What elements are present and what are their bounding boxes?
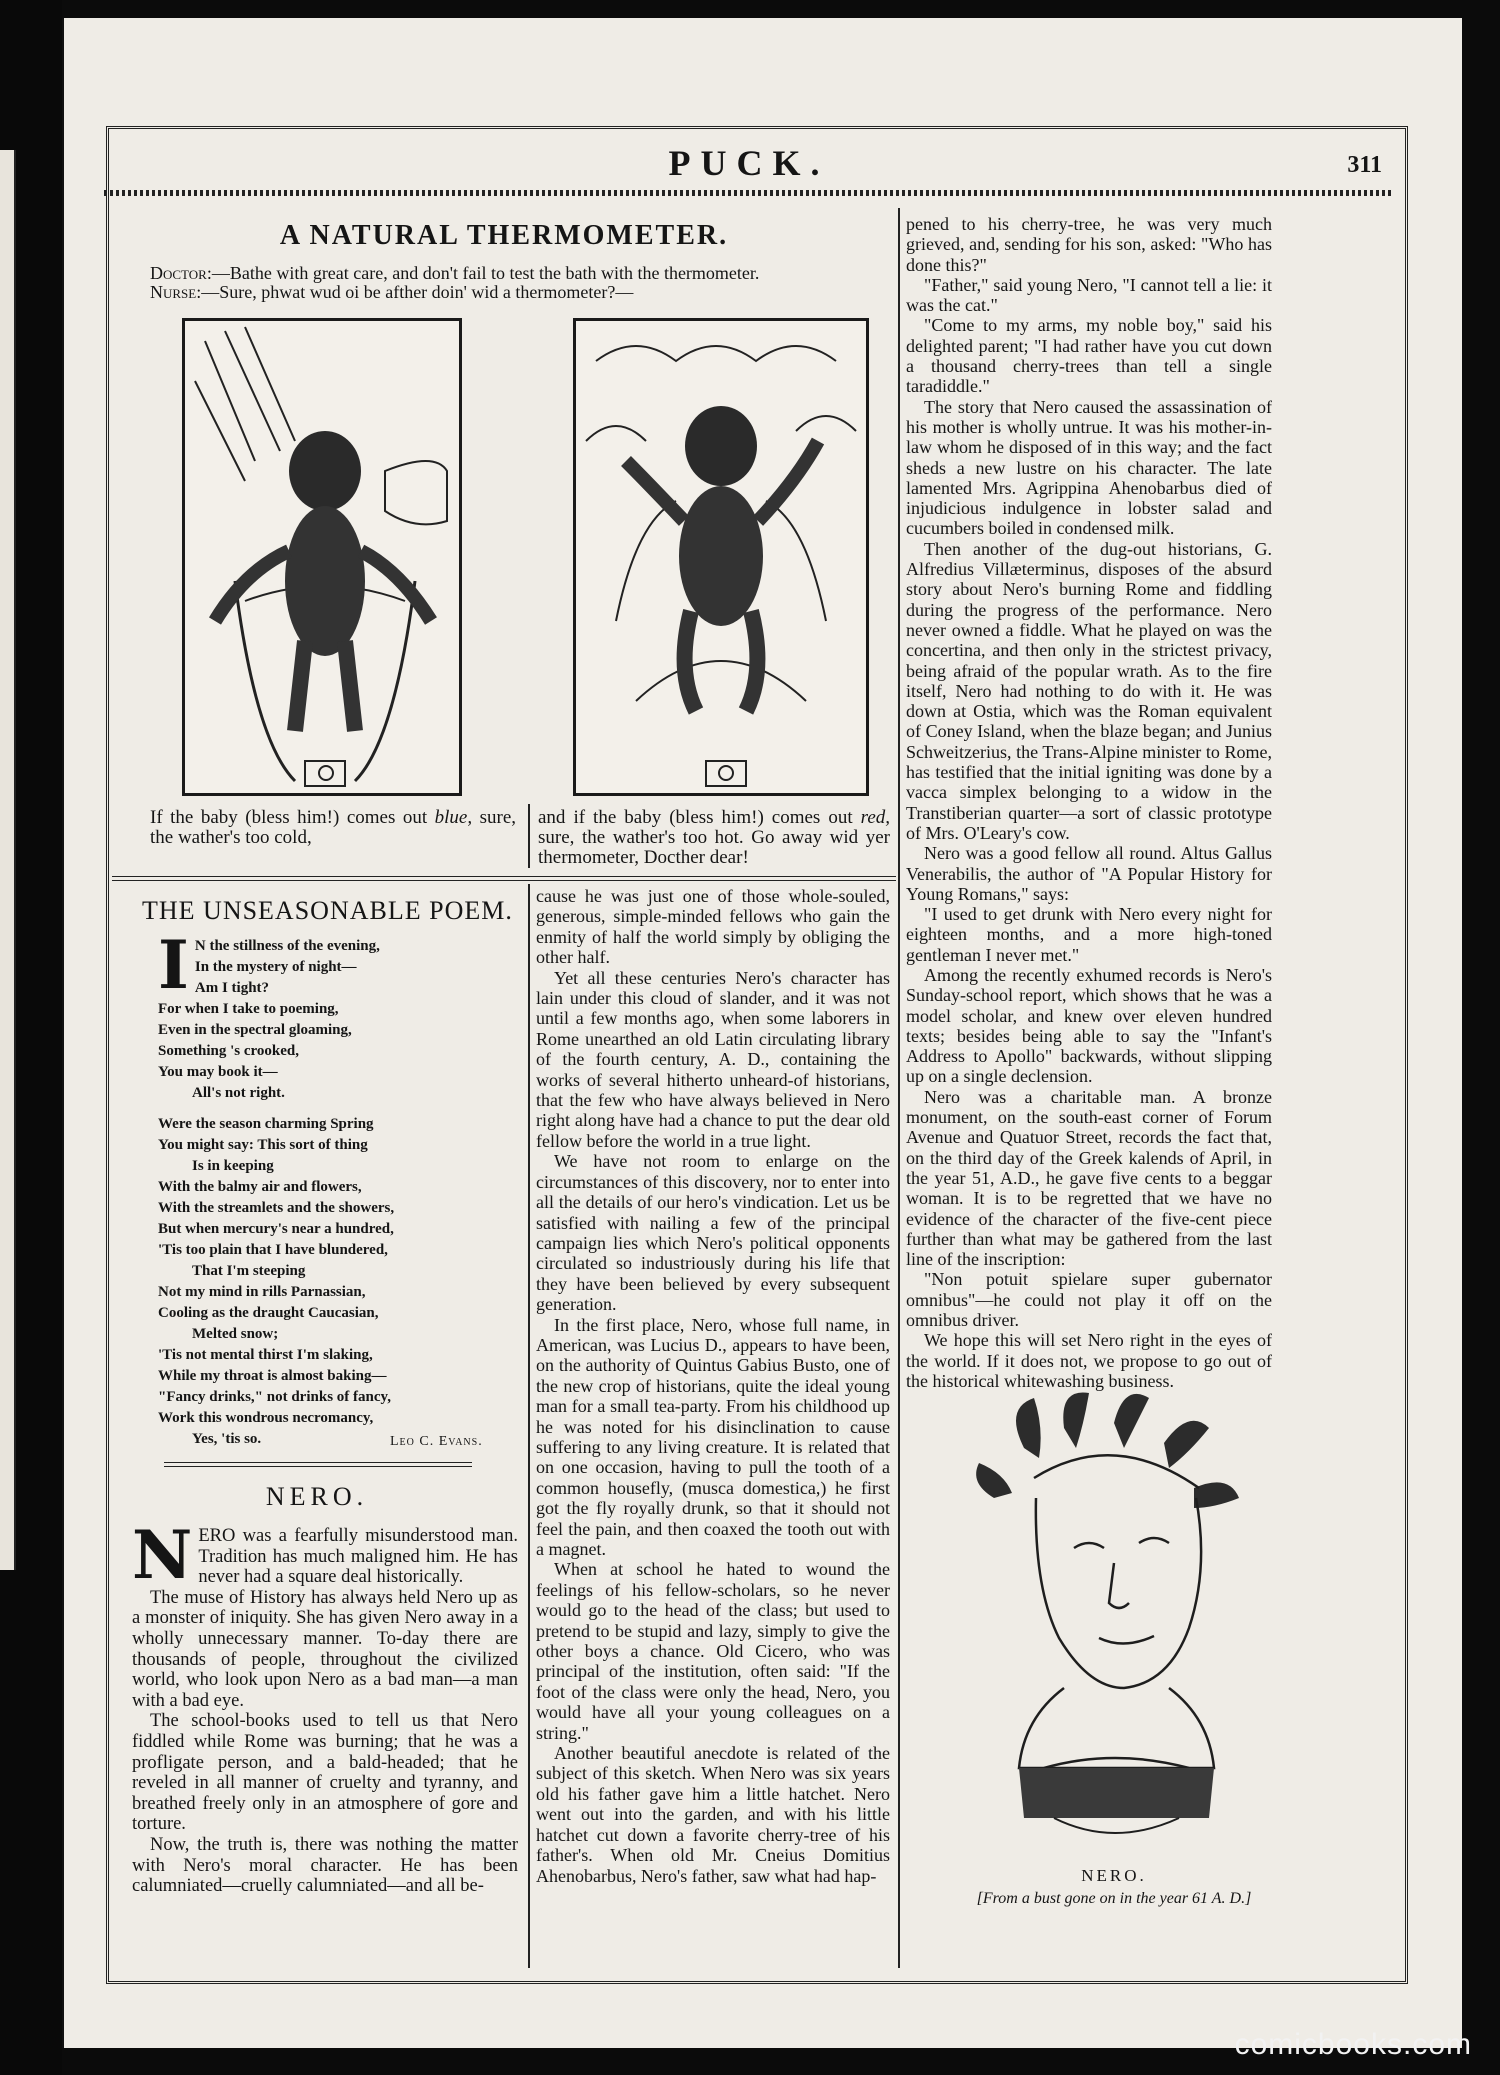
- poem-divider: [164, 1462, 472, 1467]
- poem-line: Were the season charming Spring: [158, 1116, 374, 1132]
- article-paragraph: cause he was just one of those whole-souled, generous, simple-minded fellows who gain the enmity of half the world simply by obliging the other half.: [536, 886, 890, 968]
- magazine-page: [62, 18, 1462, 2048]
- bust-caption: NERO.: [1081, 1866, 1147, 1885]
- article-paragraph: Yet all these centuries Nero's character has lain under this cloud of slander, and it was not until a few months ago, when some laborers in Rome unearthed an old Latin circulating library of the fourth century, A. D., containing the works of several hitherto unheard-of historians, that the few who have always believed in Nero right along have had a chance to put the dear old fellow before the world in a true light.: [536, 967, 890, 1151]
- poem-line: 'Tis not mental thirst I'm slaking,: [158, 1347, 373, 1363]
- article-paragraph: The story that Nero caused the assassination of his mother is wholly untrue. It was his mother-in-law whom he disposed of in this way; and the fact sheds a new lustre on his character. The late lamented Mrs. Agrippina Ahenobarbus died of injudicious indulgence in lobster salad and cucumbers boiled in condensed milk.: [906, 396, 1272, 539]
- poem-line: Am I tight?: [194, 980, 270, 996]
- blue-baby-drawing: [185, 321, 459, 793]
- nurse-speaker: Nurse:: [150, 282, 202, 302]
- poem-line: N the stillness of the evening,: [194, 938, 380, 954]
- cold-caption: [150, 808, 516, 848]
- poem-line: Even in the spectral gloaming,: [158, 1022, 352, 1038]
- hot-caption-emphasis: red,: [860, 807, 890, 828]
- masthead-rule: [104, 190, 1394, 196]
- poem-line: Is in keeping: [192, 1158, 274, 1174]
- hot-caption: [538, 808, 890, 868]
- nero-bust-illustration: [964, 1388, 1264, 1858]
- cold-caption-emphasis: blue,: [434, 807, 473, 828]
- poem-line: With the streamlets and the showers,: [158, 1200, 395, 1216]
- poem-line: But when mercury's near a hundred,: [158, 1221, 394, 1237]
- poem-line: With the balmy air and flowers,: [158, 1179, 362, 1195]
- article-column-1: [132, 1516, 518, 1897]
- poem-author: Leo C. Evans.: [390, 1434, 483, 1449]
- article-paragraph: We hope this will set Nero right in the eyes of the world. If it does not, we propose to go out of the historical whitewashing business.: [906, 1330, 1272, 1391]
- poem-line: You may book it—: [158, 1064, 278, 1080]
- hot-caption-end: sure, the wather's too hot. Go away wid yer thermometer, Docther dear!: [538, 827, 890, 868]
- red-baby-drawing: [576, 321, 866, 793]
- cold-caption-end: sure, the wather's too cold,: [150, 807, 517, 848]
- poem-line: That I'm steeping: [192, 1263, 306, 1279]
- article-paragraph: pened to his cherry-tree, he was very much grieved, and, sending for his son, asked: "Who has done this?": [906, 214, 1272, 275]
- masthead: [104, 138, 1394, 196]
- caption-divider: [528, 804, 530, 868]
- article-paragraph: We have not room to enlarge on the circumstances of this discovery, nor to enter into all the details of our hero's vindication. Let us be satisfied with nailing a few of the principal campaign lies which Nero's political opponents circulated so industriously during his life that they have been believed by every subsequent generation.: [536, 1151, 890, 1315]
- masthead-title: PUCK.: [668, 143, 830, 183]
- poem-line: Melted snow;: [192, 1326, 279, 1342]
- thermometer-headline: A NATURAL THERMOMETER.: [279, 220, 729, 251]
- cold-bath-illustration: [182, 318, 462, 796]
- article-paragraph: Another beautiful anecdote is related of the subject of this sketch. When Nero was six years old his father gave him a little hatchet. Nero went out into the garden, and with his little hatchet cut down a favorite cherry-tree of his father's. When old Mr. Cneius Domitius Ahenobarbus, Nero's father, saw what had hap-: [536, 1743, 890, 1886]
- poem-line: Work this wondrous necromancy,: [158, 1410, 374, 1426]
- poem-dropcap: I: [158, 926, 189, 1004]
- poem-line: 'Tis too plain that I have blundered,: [158, 1242, 388, 1258]
- poem-line: Something 's crooked,: [158, 1043, 299, 1059]
- poem-body: [158, 926, 518, 1450]
- poem-line: In the mystery of night—: [194, 959, 357, 975]
- article-paragraph: "I used to get drunk with Nero every night for eighteen months, and a more high-toned gentleman I never met.": [906, 904, 1272, 965]
- poem-line: Yes, 'tis so.: [192, 1431, 262, 1447]
- article-column-2: [536, 886, 890, 1886]
- poem-title: THE UNSEASONABLE POEM.: [142, 896, 513, 925]
- column-divider-left: [528, 884, 530, 1968]
- poem-line: "Fancy drinks," not drinks of fancy,: [158, 1389, 391, 1405]
- article-paragraph: Then another of the dug-out historians, G. Alfredius Villæterminus, disposes of the absurd story about Nero's burning Rome and fiddling during the progress of the performance. Nero never owned a fiddle. What he played on was the concertina, and then only in the strictest privacy, being afraid of the popular wrath. As to the fire itself, Nero had nothing to do with it. He was down at Ostia, which was the Roman equivalent of Coney Island, when the blaze began; and Junius Schweitzerius, the Trans-Alpine minister to Rome, has testified that the initial igniting was done by a vacca simplex belonging to a widow in the Transtiberian quarter—a sort of classic prototype of Mrs. O'Leary's cow.: [906, 538, 1272, 843]
- nurse-line: —Sure, phwat wud oi be afther doin' wid a thermometer?—: [201, 282, 634, 302]
- poem-line: All's not right.: [192, 1085, 285, 1101]
- poem-line: Cooling as the draught Caucasian,: [158, 1305, 379, 1321]
- article-paragraph: The school-books used to tell us that Nero fiddled while Rome was burning; that he was a profligate person, and a bald-headed; that he reveled in all manner of cruelty and tyranny, and breathed freely only in an atmosphere of gore and torture.: [132, 1711, 518, 1835]
- poem-line: You might say: This sort of thing: [158, 1137, 368, 1153]
- doctor-speaker: Doctor:: [150, 263, 212, 283]
- article-paragraph: The muse of History has always held Nero up as a monster of iniquity. She has given Nero away in a wholly unnecessary manner. To-day there are thousands of people, throughout the civilized world, who look upon Nero as a bad man—a man with a bad eye.: [132, 1587, 518, 1711]
- hot-caption-text: and if the baby (bless him!) comes out: [538, 807, 861, 828]
- article-paragraph: Nero was a good fellow all round. Altus Gallus Venerabilis, the author of "A Popular History for Young Romans," says:: [906, 843, 1272, 904]
- column-divider-top: [898, 208, 900, 1968]
- previous-page-edge: [0, 150, 16, 1570]
- article-paragraph: ERO was a fearfully misunderstood man. Tradition has much maligned him. He has never had a square deal historically.: [198, 1526, 518, 1588]
- article-paragraph: Among the recently exhumed records is Nero's Sunday-school report, which shows that he was a model scholar, and knew over eleven hundred texts; besides being able to say the "Infant's Address to Apollo" backwards, without slipping up on a single declension.: [906, 964, 1272, 1087]
- hot-bath-illustration: [573, 318, 869, 796]
- page-number: 311: [1347, 152, 1382, 178]
- article-paragraph: "Father," said young Nero, "I cannot tell a lie: it was the cat.": [906, 274, 1272, 316]
- article-paragraph: Nero was a charitable man. A bronze monument, on the south-east corner of Forum Avenue and Quatuor Street, records the fact that, on the third day of the Greek kalends of April, in the year 51, A.D., he gave five cents to a beggar woman. It is to be regretted that we have no evidence of the character of the five-cent piece further than what may be gathered from the last line of the inscription:: [906, 1086, 1272, 1270]
- article-dropcap: N: [132, 1516, 193, 1594]
- article-column-3: [906, 214, 1272, 1391]
- doctor-line: —Bathe with great care, and don't fail to test the bath with the thermometer.: [211, 263, 760, 283]
- bust-subcaption: [From a bust gone on in the year 61 A. D.]: [976, 1890, 1252, 1907]
- poem-line: Not my mind in rills Parnassian,: [158, 1284, 366, 1300]
- article-paragraph: In the first place, Nero, whose full name, in American, was Lucius D., appears to have been, on the authority of Quintus Gabius Busto, one of the new crop of historians, quite the ideal young man for a small tea-party. From his childhood up he was noted for his disinclination to cause suffering to any living creature. It is related that on one occasion, having to pull the tooth of a common housefly, (musca domestica,) he first got the fly royally drunk, so that it should not feel the pain, and then coaxed the tooth out with a magnet.: [536, 1314, 890, 1559]
- watermark: comicbooks.com: [1234, 2028, 1472, 2061]
- poem-line: For when I take to poeming,: [158, 1001, 339, 1017]
- thermometer-dialogue: [150, 264, 890, 302]
- article-paragraph: "Non potuit spielare super gubernator omnibus"—he could not play it off on the omnibus driver.: [906, 1269, 1272, 1331]
- section-divider: [112, 876, 896, 881]
- article-paragraph: "Come to my arms, my noble boy," said his delighted parent; "I had rather have you cut down a thousand cherry-trees than tell a single taradiddle.": [906, 315, 1272, 397]
- poem-line: While my throat is almost baking—: [158, 1368, 387, 1384]
- article-paragraph: When at school he hated to wound the feelings of his fellow-scholars, so he never would go to the head of the class; but used to pretend to be stupid and lazy, simply to give the other boys a chance. Old Cicero, who was principal of the institution, often said: "If the foot of the class were only the head, Nero, you would have all your young colleagues on a string.": [536, 1559, 890, 1743]
- article-title: NERO.: [265, 1482, 369, 1511]
- cold-caption-text: If the baby (bless him!) comes out: [150, 807, 435, 828]
- article-paragraph: Now, the truth is, there was nothing the matter with Nero's moral character. He has been calumniated—cruelly calumniated—and all be-: [132, 1834, 518, 1897]
